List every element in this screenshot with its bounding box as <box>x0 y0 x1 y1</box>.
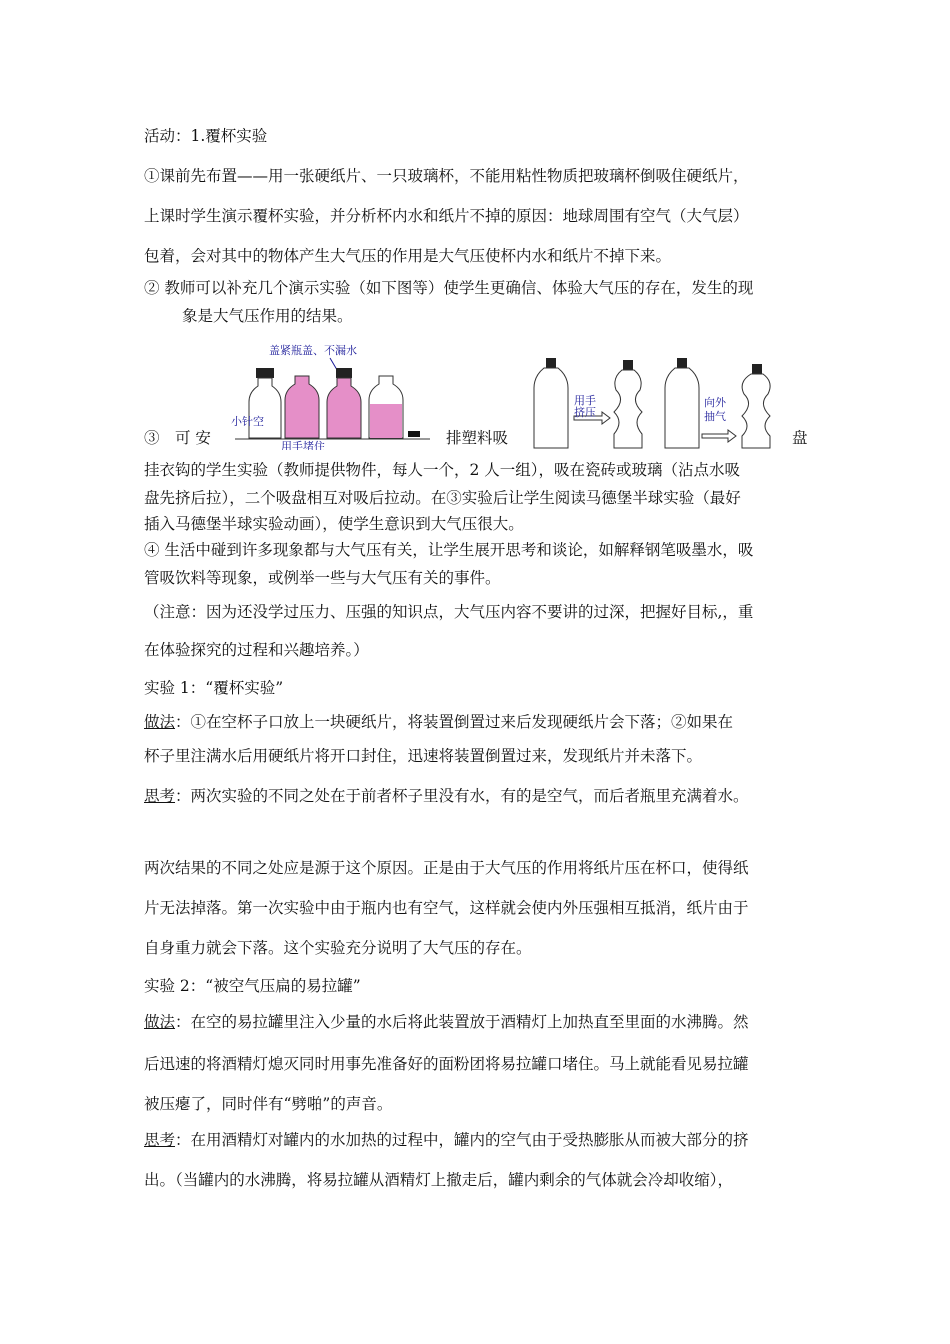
text-line: 思考：在用酒精灯对罐内的水加热的过程中，罐内的空气由于受热膨胀从而被大部分的挤 <box>144 1131 749 1149</box>
text-line: ③ 可 安 <box>144 429 211 447</box>
experiment-1-title: 实验 1：“覆杯实验” <box>144 679 284 697</box>
text-line: 管吸饮料等现象，或例举一些与大气压有关的事件。 <box>144 569 501 587</box>
method-label: 做法 <box>144 713 176 731</box>
text-line: ② 教师可以补充几个演示实验（如下图等）使学生更确信、体验大气压的存在，发生的现 <box>144 279 754 297</box>
figure1-label-top: 盖紧瓶盖、不漏水 <box>269 344 357 357</box>
bottle-squeezed <box>614 360 642 448</box>
bottle-collapsed <box>742 364 770 448</box>
text-line: 排塑料吸 <box>446 429 509 447</box>
figure2-label: 挤压 <box>574 406 596 419</box>
text-line: 盘 <box>792 429 808 447</box>
text-line: 做法：在空的易拉罐里注入少量的水后将此装置放于酒精灯上加热直至里面的水沸腾。然 <box>144 1013 749 1031</box>
text-line: 上课时学生演示覆杯实验，并分析杯内水和纸片不掉的原因：地球周围有空气（大气层） <box>144 207 749 225</box>
text-line: 杯子里注满水后用硬纸片将开口封住，迅速将装置倒置过来，发现纸片并未落下。 <box>144 747 703 765</box>
bottle-normal-2 <box>665 358 699 448</box>
text-line: 片无法掉落。第一次实验中由于瓶内也有空气，这样就会使内外压强相互抵消，纸片由于 <box>144 899 749 917</box>
text-line: （注意：因为还没学过压力、压强的知识点，大气压内容不要讲的过深，把握好目标,，重 <box>144 603 754 621</box>
water-drop <box>408 431 420 437</box>
figure2-label: 用手 <box>574 394 596 407</box>
text-line: 盘先挤后拉），二个吸盘相互对吸后拉动。在③实验后让学生阅读马德堡半球实验（最好 <box>144 489 741 507</box>
text-line: 两次结果的不同之处应是源于这个原因。正是由于大气压的作用将纸片压在杯口，使得纸 <box>144 859 749 877</box>
figure1-label-bottom: 用手堵住 <box>281 440 325 450</box>
method-label: 做法 <box>144 1013 176 1031</box>
bottle-partial <box>369 376 403 438</box>
text-line: 被压瘪了，同时伴有“劈啪”的声音。 <box>144 1095 393 1113</box>
figure2-label: 抽气 <box>704 410 726 423</box>
text-line: 在体验探究的过程和兴趣培养。） <box>144 641 369 659</box>
text-line: 挂衣钩的学生实验（教师提供物件，每人一个，2 人一组），吸在瓷砖或玻璃（沾点水吸 <box>144 461 741 479</box>
think-label: 思考 <box>144 787 176 805</box>
figure1-label-left: 小针空 <box>231 415 264 428</box>
bottle-capped <box>327 368 361 438</box>
text-line: ④ 生活中碰到许多现象都与大气压有关，让学生展开思考和谈论，如解释钢笔吸墨水，吸 <box>144 541 754 559</box>
text-line: 出。（当罐内的水沸腾，将易拉罐从酒精灯上撤走后，罐内剩余的气体就会冷却收缩）， <box>144 1171 734 1189</box>
text-line: 后迅速的将酒精灯熄灭同时用事先准备好的面粉团将易拉罐口堵住。马上就能看见易拉罐 <box>144 1055 749 1073</box>
figure2-label: 向外 <box>704 396 726 409</box>
text-line: 象是大气压作用的结果。 <box>182 307 353 325</box>
bottle-experiment-figure <box>225 338 435 450</box>
text-line: ①课前先布置——用一张硬纸片、一只玻璃杯，不能用粘性物质把玻璃杯倒吸住硬纸片， <box>144 167 749 185</box>
text-line: 自身重力就会下落。这个实验充分说明了大气压的存在。 <box>144 939 532 957</box>
activity-heading: 活动：1.覆杯实验 <box>144 127 268 145</box>
bottle-full <box>285 376 319 438</box>
bottle-normal-1 <box>534 358 568 448</box>
text-line: 做法：①在空杯子口放上一块硬纸片，将装置倒置过来后发现硬纸片会下落；②如果在 <box>144 713 734 731</box>
text-line: 插入马德堡半球实验动画），使学生意识到大气压很大。 <box>144 515 524 533</box>
text-line: 包着，会对其中的物体产生大气压的作用是大气压使杯内水和纸片不掉下来。 <box>144 247 672 265</box>
think-label: 思考 <box>144 1131 176 1149</box>
experiment-2-title: 实验 2：“被空气压扁的易拉罐” <box>144 977 361 995</box>
text-line: 思考：两次实验的不同之处在于前者杯子里没有水，有的是空气，而后者瓶里充满着水。 <box>144 787 749 805</box>
plastic-bottle-figure <box>530 354 780 454</box>
arrow-icon <box>702 430 736 442</box>
